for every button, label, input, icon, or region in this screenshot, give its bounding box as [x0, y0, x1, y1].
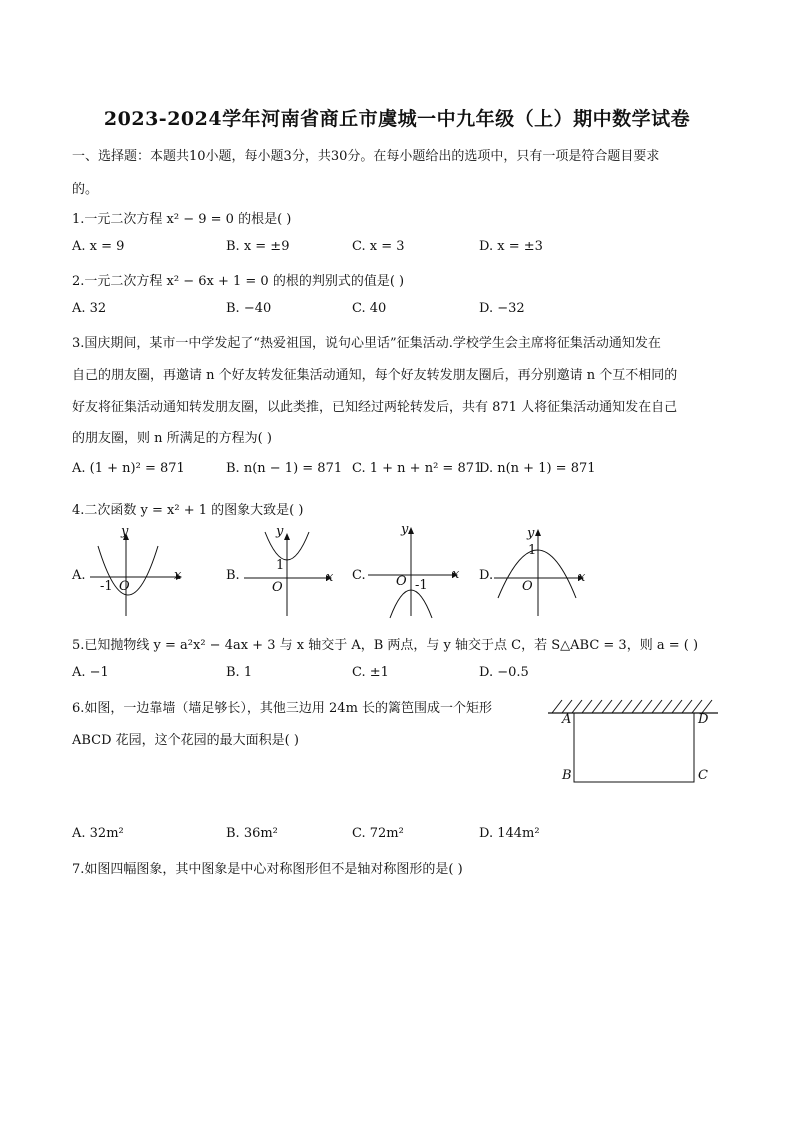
q4-graph-a-y-label: y: [121, 524, 129, 539]
q4-graph-c-origin: O: [396, 574, 407, 589]
q2-stem: 2.一元二次方程 x² − 6x + 1 = 0 的根的判别式的值是( ): [72, 274, 405, 289]
q7-stem: 7.如图四幅图象，其中图象是中心对称图形但不是轴对称图形的是( ): [72, 862, 463, 877]
q3-option-b[interactable]: B. n(n − 1) = 871: [226, 461, 343, 476]
q1-option-d[interactable]: D. x = ±3: [479, 239, 543, 254]
section-instructions-line2: 的。: [72, 182, 99, 197]
section-instructions-line1: 一、选择题：本题共10小题，每小题3分，共30分。在每小题给出的选项中，只有一项是符合题目要求: [72, 149, 660, 164]
q3-line4: 的朋友圈，则 n 所满足的方程为( ): [72, 431, 272, 446]
q6-figure: [548, 696, 720, 792]
q3-option-c[interactable]: C. 1 + n + n² = 871: [352, 461, 483, 476]
q6-line1: 6.如图，一边靠墙（墙足够长），其他三边用 24m 长的篱笆围成一个矩形: [72, 701, 493, 716]
q6-option-c[interactable]: C. 72m²: [352, 826, 404, 841]
q4-graph-b-tick: 1: [276, 558, 285, 573]
q4-stem: 4.二次函数 y = x² + 1 的图象大致是( ): [72, 503, 304, 518]
q6-wall-hatching: [552, 700, 712, 713]
q6-label-b: B: [562, 768, 572, 783]
q6-figure-svg: [548, 696, 720, 788]
q1-option-b[interactable]: B. x = ±9: [226, 239, 290, 254]
q4-graph-b-x-label: x: [326, 570, 334, 585]
q4-option-d[interactable]: D.: [479, 568, 494, 583]
q4-graph-b-y-label: y: [276, 524, 284, 539]
q4-option-a[interactable]: A.: [72, 568, 86, 583]
q6-option-a[interactable]: A. 32m²: [72, 826, 124, 841]
q1-stem: 1.一元二次方程 x² − 9 = 0 的根是( ): [72, 212, 292, 227]
q4-graph-d-x-label: x: [578, 570, 586, 585]
q2-option-c[interactable]: C. 40: [352, 301, 387, 316]
q5-stem: 5.已知抛物线 y = a²x² − 4ax + 3 与 x 轴交于 A，B 两点，与 y 轴交于点 C，若 S△ABC = 3，则 a = ( ): [72, 638, 699, 653]
q4-graph-a-svg: [86, 528, 186, 618]
q4-graph-a-origin: O: [119, 579, 130, 594]
q3-line1: 3.国庆期间，某市一中学发起了“热爱祖国，说句心里话”征集活动.学校学生会主席将征集活动通知发在: [72, 336, 661, 351]
q4-graph-a-x-label: x: [174, 568, 182, 583]
q6-label-c: C: [698, 768, 708, 783]
q6-label-a: A: [562, 712, 572, 727]
q2-option-b[interactable]: B. −40: [226, 301, 272, 316]
q1-option-a[interactable]: A. x = 9: [72, 239, 125, 254]
q4-graph-a: [86, 524, 186, 618]
q3-line3: 好友将征集活动通知转发朋友圈，以此类推，已知经过两轮转发后，共有 871 人将征集活动通知发在自己: [72, 400, 678, 415]
q4-graph-d-tick: 1: [528, 543, 537, 558]
q6-label-d: D: [698, 712, 709, 727]
q4-graph-d-origin: O: [522, 579, 533, 594]
q5-option-a[interactable]: A. −1: [72, 665, 109, 680]
q4-graph-c-x-label: x: [452, 567, 460, 582]
q6-option-d[interactable]: D. 144m²: [479, 826, 540, 841]
q4-graph-c-svg: [366, 522, 466, 618]
q4-graph-b-origin: O: [272, 580, 283, 595]
q6-option-b[interactable]: B. 36m²: [226, 826, 278, 841]
q4-graph-a-tick: -1: [100, 579, 113, 594]
q5-option-c[interactable]: C. ±1: [352, 665, 389, 680]
q4-graph-d: [490, 524, 594, 618]
q5-option-d[interactable]: D. −0.5: [479, 665, 529, 680]
q4-graph-b: [240, 524, 340, 618]
q1-option-c[interactable]: C. x = 3: [352, 239, 405, 254]
q4-graph-c-tick: -1: [415, 578, 428, 593]
q4-option-c[interactable]: C.: [352, 568, 366, 583]
q3-line2: 自己的朋友圈，再邀请 n 个好友转发征集活动通知，每个好友转发朋友圈后，再分别邀请 n 个互不相同的: [72, 368, 678, 383]
q4-graph-c: [366, 522, 466, 618]
q2-option-d[interactable]: D. −32: [479, 301, 525, 316]
q2-option-a[interactable]: A. 32: [72, 301, 107, 316]
page-title: 2023-2024学年河南省商丘市虞城一中九年级（上）期中数学试卷: [103, 108, 691, 130]
q4-graph-d-y-label: y: [527, 526, 535, 541]
q4-graph-c-y-label: y: [401, 522, 409, 537]
q3-option-a[interactable]: A. (1 + n)² = 871: [72, 461, 185, 476]
q4-option-b[interactable]: B.: [226, 568, 240, 583]
q4-graph-b-svg: [240, 528, 340, 618]
q3-option-d[interactable]: D. n(n + 1) = 871: [479, 461, 596, 476]
q5-option-b[interactable]: B. 1: [226, 665, 253, 680]
q6-line2: ABCD 花园，这个花园的最大面积是( ): [72, 733, 299, 748]
